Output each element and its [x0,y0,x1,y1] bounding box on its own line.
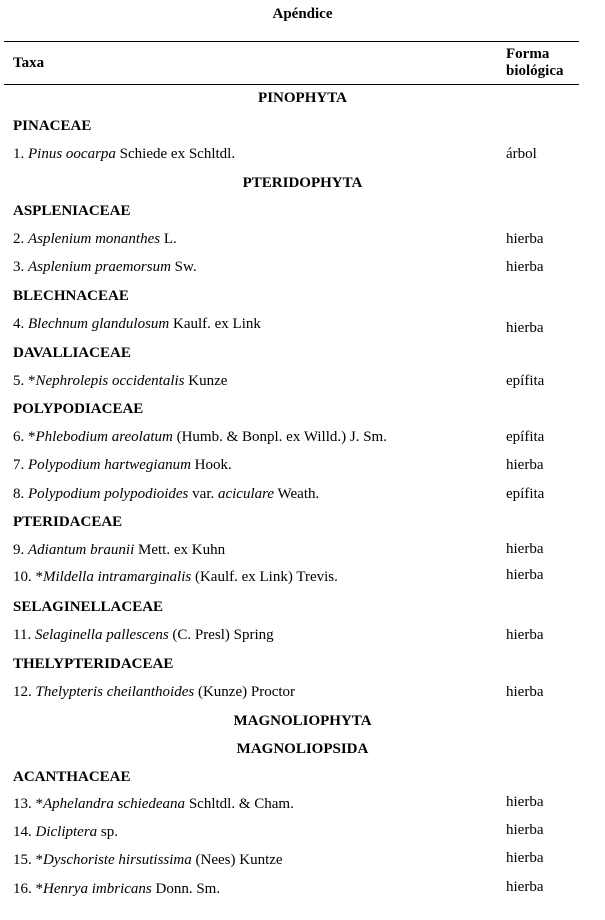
table-row [0,259,605,287]
division-heading: PTERIDOPHYTA [242,175,363,191]
taxon-scientific-name: Asplenium praemorsum [28,259,171,275]
taxon-name [13,542,225,559]
table-row [0,881,605,909]
taxon-number: 5. * [13,373,36,389]
family-heading: BLECHNACEAE [13,288,129,304]
taxon-author: Schiede ex Schltdl. [115,146,236,162]
forma-biologica-value: hierba [506,259,544,275]
table-row [0,231,605,259]
column-header-forma-line2: biológica [506,63,564,79]
taxon-scientific-name: Nephrolepis occidentalis [35,373,185,389]
taxon-number: 11. [13,627,35,643]
division-heading: PINOPHYTA [258,90,347,106]
table-row [0,457,605,485]
table-header-rule [4,84,579,85]
division-heading: MAGNOLIOPSIDA [236,741,369,757]
family-heading: ACANTHACEAE [13,769,131,785]
taxon-scientific-name: Dyschoriste hirsutissima [43,852,192,868]
taxon-name [13,316,261,333]
taxon-name [13,684,295,701]
table-row [0,627,605,655]
family-heading: ASPLENIACEAE [13,203,131,219]
family-heading: POLYPODIACEAE [13,401,144,417]
taxon-number: 4. [13,316,28,332]
taxon-number: 6. * [13,429,36,445]
taxon-scientific-name: Henrya imbricans [43,881,152,897]
forma-biologica-value: hierba [506,457,544,473]
taxon-variety-author: Weath. [274,486,320,502]
taxon-name [13,881,220,898]
forma-biologica-value: hierba [506,850,544,866]
taxon-author: Schltdl. & Cham. [185,796,294,812]
taxon-number: 16. * [13,881,43,897]
taxon-number: 13. * [13,796,43,812]
taxon-scientific-name: Polypodium hartwegianum [28,457,191,473]
taxon-scientific-name: Phlebodium areolatum [35,429,173,445]
forma-biologica-value: árbol [506,146,537,162]
division-heading: MAGNOLIOPHYTA [233,713,372,729]
taxon-author: Sw. [170,259,197,275]
column-header-forma-line1: Forma [506,46,550,62]
taxon-scientific-name: Mildella intramarginalis [43,569,192,585]
forma-biologica-value: hierba [506,567,544,583]
forma-biologica-value: epífita [506,429,545,445]
family-heading: SELAGINELLACEAE [13,599,164,615]
forma-biologica-value: epífita [506,486,545,502]
family-heading: THELYPTERIDACEAE [13,656,174,672]
table-row [0,569,605,597]
taxon-name [13,373,227,390]
taxon-number: 1. [13,146,28,162]
taxon-author: (Kaulf. ex Link) Trevis. [191,569,338,585]
taxon-author: Mett. ex Kuhn [134,542,226,558]
taxon-author: (Kunze) Proctor [194,684,296,700]
table-top-rule [4,41,579,42]
taxon-number: 7. [13,457,28,473]
page-title: Apéndice [272,6,333,22]
taxon-name [13,231,177,248]
taxon-author: sp. [97,824,118,840]
table-row [0,852,605,880]
taxon-scientific-name: Thelypteris cheilanthoides [35,684,195,700]
taxon-scientific-name: Aphelandra schiedeana [43,796,186,812]
family-heading: PTERIDACEAE [13,514,123,530]
taxon-author: Kaulf. ex Link [169,316,261,332]
table-row [0,373,605,401]
taxon-name [13,824,118,841]
family-heading: DAVALLIACEAE [13,345,131,361]
taxon-number: 9. [13,542,28,558]
taxon-name [13,627,274,644]
forma-biologica-value: hierba [506,822,544,838]
taxon-name [13,569,338,586]
taxon-number: 14. [13,824,36,840]
taxon-name [13,429,387,446]
taxon-scientific-name: Adiantum braunii [28,542,135,558]
taxon-author: Kunze [184,373,228,389]
taxon-author: (Humb. & Bonpl. ex Willd.) J. Sm. [172,429,387,445]
forma-biologica-value: epífita [506,373,545,389]
taxon-number: 10. * [13,569,43,585]
taxon-number: 2. [13,231,28,247]
taxon-number: 3. [13,259,28,275]
taxon-author: L. [160,231,177,247]
taxon-author: Hook. [190,457,232,473]
forma-biologica-value: hierba [506,627,544,643]
taxon-author: (C. Presl) Spring [168,627,274,643]
table-row [0,796,605,824]
taxon-author: var. [188,486,215,502]
taxon-number: 15. * [13,852,43,868]
table-row [0,316,605,344]
table-row [0,684,605,712]
taxon-author: Donn. Sm. [151,881,221,897]
forma-biologica-value: hierba [506,879,544,895]
table-row [0,824,605,852]
taxon-name [13,486,319,503]
family-heading: PINACEAE [13,118,92,134]
forma-biologica-value: hierba [506,794,544,810]
taxon-number: 8. [13,486,28,502]
table-row [0,542,605,570]
taxon-scientific-name: Selaginella pallescens [34,627,169,643]
taxon-scientific-name: Blechnum glandulosum [28,316,170,332]
taxon-scientific-name: Asplenium monanthes [28,231,161,247]
forma-biologica-value: hierba [506,320,544,336]
taxon-number: 12. [13,684,36,700]
table-row [0,429,605,457]
taxon-name [13,457,232,474]
taxon-variety: aciculare [217,486,275,502]
forma-biologica-value: hierba [506,541,544,557]
taxon-name [13,852,283,869]
table-row [0,486,605,514]
taxon-name [13,146,235,163]
table-row [0,146,605,174]
taxon-scientific-name: Dicliptera [35,824,98,840]
taxon-author: (Nees) Kuntze [191,852,283,868]
taxon-name [13,796,294,813]
taxon-scientific-name: Polypodium polypodioides [28,486,189,502]
taxon-name [13,259,197,276]
forma-biologica-value: hierba [506,684,544,700]
taxon-scientific-name: Pinus oocarpa [28,146,116,162]
column-header-taxa: Taxa [13,55,45,71]
forma-biologica-value: hierba [506,231,544,247]
column-header-forma [506,46,564,80]
